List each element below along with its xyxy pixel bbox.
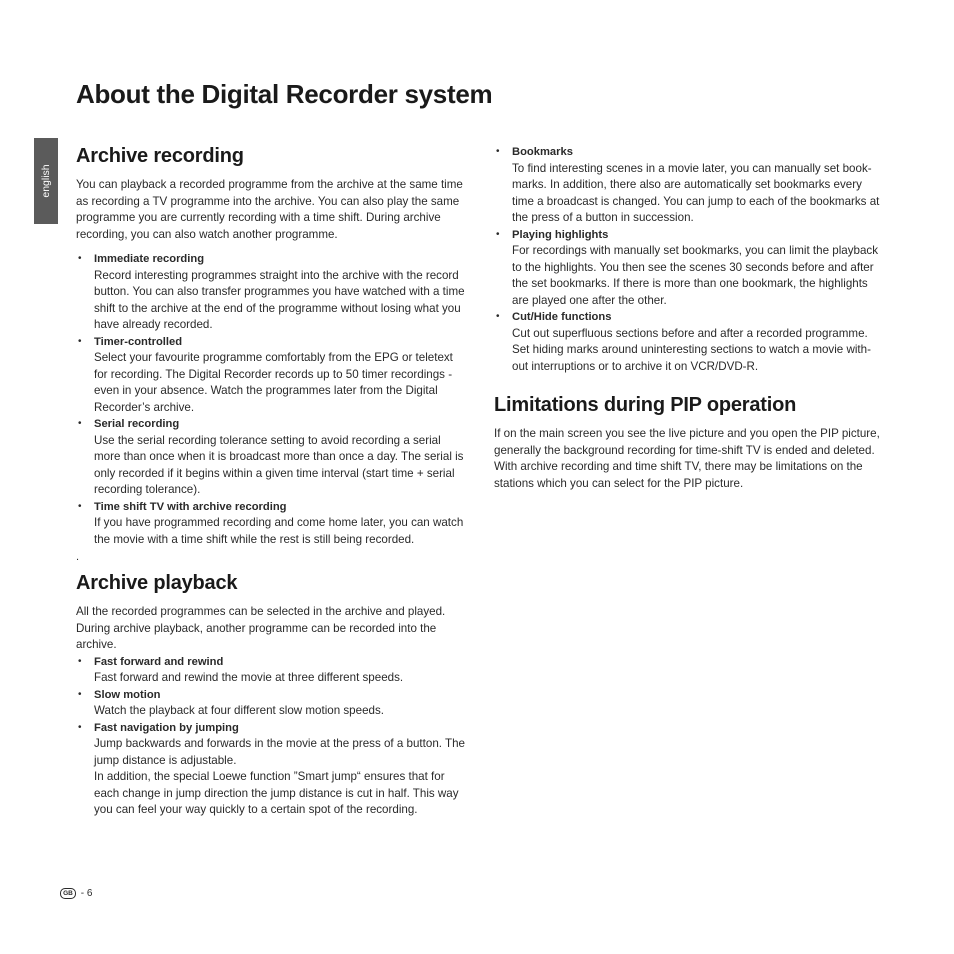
- archive-playback-heading: Archive playback: [76, 572, 238, 594]
- list-item-text: For recordings with manually set bookmarks, you can limit the playback to the highlights. You then see the scenes 30 seconds before and after the set bookmarks. If there is more than one bookmark, the highlights are played one after the other.: [512, 244, 879, 307]
- archive-recording-section: [76, 144, 466, 563]
- list-item-text: Select your favourite programme comfortably from the EPG or teletext for recording. The Digital Recorder records up to 50 timer recordings - even in your absence. Watch the programmes later from the Digital Recorder’s archive.: [94, 351, 453, 414]
- pip-limitations-section: [494, 393, 884, 492]
- list-item-text: Watch the playback at four different slow motion speeds.: [94, 704, 384, 717]
- trailing-mark: .: [76, 551, 80, 563]
- language-tab-label: english: [40, 164, 52, 198]
- list-item-title: • Immediate recording: [94, 253, 205, 265]
- list-item-title: • Timer-controlled: [94, 335, 183, 348]
- language-tab: [34, 138, 58, 224]
- list-item-title: • Cut/Hide functions: [512, 311, 612, 323]
- page-number: - 6: [80, 888, 93, 900]
- list-item-text-continued: In addition, the special Loewe function ”Smart jump“ ensures that for each change in jump direction the jump distance is cut in half. This way you can feel your way quickly to a certain spot of the recording.: [94, 770, 459, 816]
- list-item-text: Record interesting programmes straight into the archive with the record button. You can also transfer programmes you have watched with a time shift to the archive at the end of the programme without losing what you have already recorded.: [94, 268, 465, 331]
- archive-recording-heading: Archive recording: [76, 145, 244, 167]
- gb-language-badge: GB: [60, 888, 76, 899]
- list-item-text: Use the serial recording tolerance setting to avoid recording a serial more than once when it is broadcast more than once a day. The serial is only recorded if it begins within a given time interval (start time + serial recording tolerance).: [94, 433, 464, 496]
- list-item: [76, 687, 466, 720]
- list-item: [494, 227, 884, 310]
- list-item-title: • Fast forward and rewind: [94, 655, 224, 668]
- playback-features-list: [494, 144, 884, 375]
- list-item-text: Fast forward and rewind the movie at three different speeds.: [94, 671, 404, 684]
- left-column: [76, 144, 466, 819]
- archive-playback-section: [76, 571, 466, 819]
- list-item: [76, 251, 466, 334]
- list-item: [494, 309, 884, 375]
- list-item-text: Jump backwards and forwards in the movie at the press of a button. The jump distance is adjustable.: [94, 737, 465, 767]
- list-item-title: • Slow motion: [94, 688, 161, 701]
- archive-playback-list: [76, 654, 466, 819]
- list-item-text: To find interesting scenes in a movie later, you can manually set book-marks. In addition, there also are automatically set bookmarks every time a broadcast is changed. You can jump to each of the bookmarks at the press of a button in succession.: [512, 161, 880, 224]
- list-item-title: • Serial recording: [94, 418, 180, 430]
- list-item-title: • Bookmarks: [512, 146, 573, 158]
- right-column: [494, 144, 884, 492]
- list-item: [76, 334, 466, 417]
- archive-recording-list: [76, 251, 466, 548]
- pip-limitations-text: If on the main screen you see the live picture and you open the PIP picture, generally the background recording for time-shift TV is ended and deleted. With archive recording and time shift TV, there may be limitations on the stations which you can select for the PIP picture.: [494, 427, 880, 490]
- page-title: About the Digital Recorder system: [76, 79, 493, 109]
- list-item: [76, 499, 466, 549]
- list-item-text: If you have programmed recording and come home later, you can watch the movie with a time shift while the rest is still being recorded.: [94, 516, 464, 546]
- list-item: [76, 654, 466, 687]
- list-item: [494, 144, 884, 227]
- list-item: [76, 416, 466, 499]
- list-item-title: • Time shift TV with archive recording: [94, 500, 287, 513]
- pip-limitations-heading: Limitations during PIP operation: [494, 394, 797, 416]
- list-item-title: • Playing highlights: [512, 228, 609, 241]
- archive-playback-intro: All the recorded programmes can be selected in the archive and played. During archive playback, another programme can be recorded into the archive.: [76, 605, 446, 651]
- list-item-text: Cut out superfluous sections before and after a recorded programme. Set hiding marks around uninteresting sections to watch a movie with-out interruptions or to archive it on VCR/DVD-R.: [512, 326, 871, 373]
- archive-recording-intro: You can playback a recorded programme from the archive at the same time as recording a TV programme into the archive. You can also play the same programme you are currently recording with a time shift. During archive recording, you can also watch another programme.: [76, 178, 463, 241]
- list-item-title: • Fast navigation by jumping: [94, 721, 239, 734]
- list-item: [76, 720, 466, 819]
- page-footer: [60, 888, 92, 899]
